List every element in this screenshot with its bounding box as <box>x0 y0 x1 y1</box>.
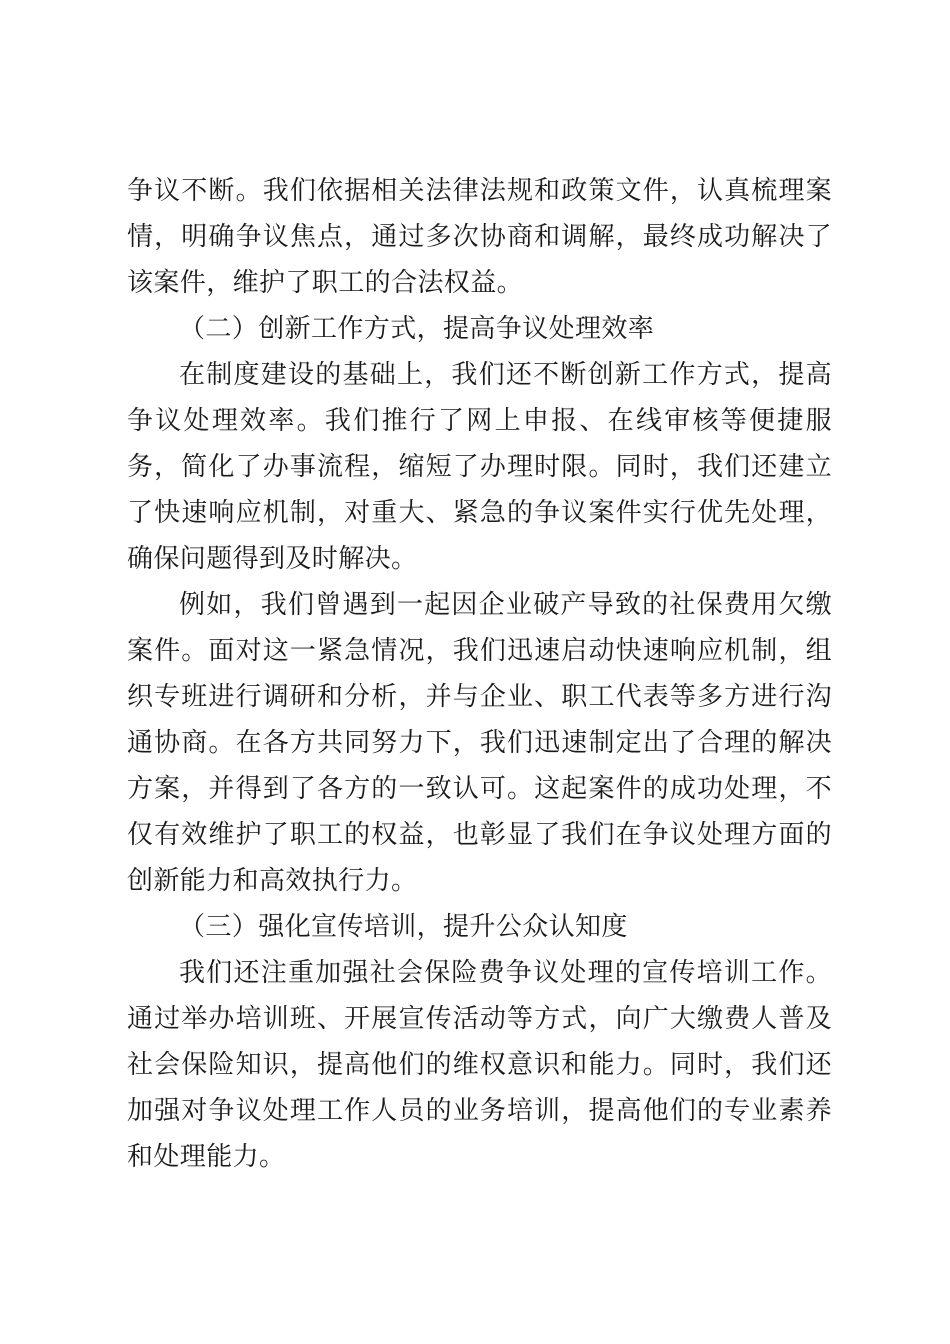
section-heading-3: （三）强化宣传培训，提升公众认知度 <box>179 912 628 942</box>
paragraph-continuation: 争议不断。我们依据相关法律法规和政策文件，认真梳理案情，明确争议焦点，通过多次协商和调解，最终成功解决了该案件，维护了职工的合法权益。 <box>127 176 832 298</box>
paragraph-training: 我们还注重加强社会保险费争议处理的宣传培训工作。通过举办培训班、开展宣传活动等方式，向广大缴费人普及社会保险知识，提高他们的维权意识和能力。同时，我们还加强对争议处理工作人员的业务培训，提高他们的专业素养和处理能力。 <box>127 958 832 1172</box>
paragraph-example: 例如，我们曾遇到一起因企业破产导致的社保费用欠缴案件。面对这一紧急情况，我们迅速启动快速响应机制，组织专班进行调研和分析，并与企业、职工代表等多方进行沟通协商。在各方共同努力下，我们迅速制定出了合理的解决方案，并得到了各方的一致认可。这起案件的成功处理，不仅有效维护了职工的权益，也彰显了我们在争议处理方面的创新能力和高效执行力。 <box>127 590 832 896</box>
document-body <box>127 168 832 1180</box>
section-heading-2: （二）创新工作方式，提高争议处理效率 <box>179 314 655 344</box>
paragraph-innovation: 在制度建设的基础上，我们还不断创新工作方式，提高争议处理效率。我们推行了网上申报、在线审核等便捷服务，简化了办事流程，缩短了办理时限。同时，我们还建立了快速响应机制，对重大、紧急的争议案件实行优先处理，确保问题得到及时解决。 <box>127 360 832 574</box>
